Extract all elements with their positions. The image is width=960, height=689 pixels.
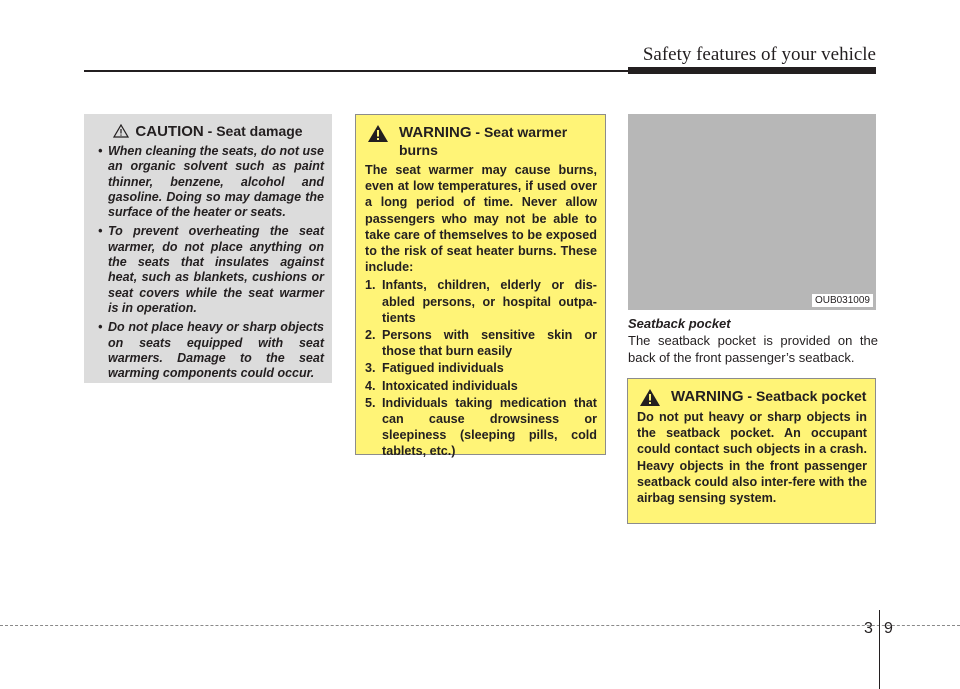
warning-subtitle: - Seat warmer burns — [399, 124, 568, 158]
warning-item: 4. Intoxicated individuals — [365, 378, 518, 393]
caution-item: • When cleaning the seats, do not use an organic solvent such as paint thinner, benzene, alcohol and gasoline. Doing so may damage the surface of the heater or seats. — [98, 144, 325, 220]
seatback-pocket-photo — [628, 114, 876, 310]
warning-list — [365, 277, 597, 459]
page-number: 9 — [884, 620, 893, 637]
page-header-title: Safety features of your vehicle — [642, 44, 876, 65]
warning-triangle-icon — [367, 124, 389, 143]
caution-label: CAUTION — [135, 123, 204, 140]
page-number-separator — [879, 610, 880, 689]
warning-item: 1. Infants, children, elderly or dis-abled persons, or hospital outpa-tients — [365, 278, 597, 325]
warning-heading — [637, 388, 867, 407]
warning-seat-warmer-box — [355, 114, 606, 459]
section-body: The seatback pocket is provided on the back of the front passenger’s seatback. — [628, 333, 878, 365]
warning-text: Do not put heavy or sharp objects in the seatback pocket. An occupant could contact such objects in a crash. Heavy objects in the front passenger seatback could also inter-fere with the airbag sensing system. — [637, 410, 867, 506]
caution-item: • Do not place heavy or sharp objects on seats equipped with seat warmers. Damage to the seat warming components could occur. — [98, 320, 324, 381]
header-rule — [84, 70, 876, 72]
caution-triangle-icon — [113, 124, 129, 138]
warning-subtitle: - Seatback pocket — [743, 388, 867, 404]
caution-heading — [92, 122, 324, 141]
warning-label: WARNING — [671, 388, 744, 405]
section-title: Seatback pocket — [628, 316, 731, 331]
chapter-number: 3 — [864, 620, 873, 637]
warning-seatback-box — [627, 378, 876, 524]
warning-item: 5. Individuals taking medication that can cause drowsiness or sleepiness (sleeping pills, cold tablets, etc.) — [365, 395, 597, 459]
caution-subtitle: - Seat damage — [203, 123, 303, 139]
warning-item: 2. Persons with sensitive skin or those that burn easily — [365, 328, 597, 359]
caution-item: • To prevent overheating the seat warmer, do not place anything on the seats that insulates against heat, such as blankets, cushions or seat covers while the seat warmer is in operation. — [98, 224, 324, 315]
warning-intro: The seat warmer may cause burns, even at low temperatures, if used over a long period of time. Never allow passengers who may not be able to take care of themselves to be exposed to the risk of seat heater burns. These include: — [365, 163, 597, 275]
caution-box — [84, 114, 332, 383]
warning-triangle-icon — [639, 388, 661, 407]
photo-caption: OUB031009 — [812, 294, 873, 307]
caution-list — [92, 144, 324, 381]
warning-item: 3. Fatigued individuals — [365, 361, 504, 376]
warning-label: WARNING — [399, 124, 472, 141]
warning-heading — [365, 124, 597, 160]
footer-rule — [0, 625, 960, 626]
